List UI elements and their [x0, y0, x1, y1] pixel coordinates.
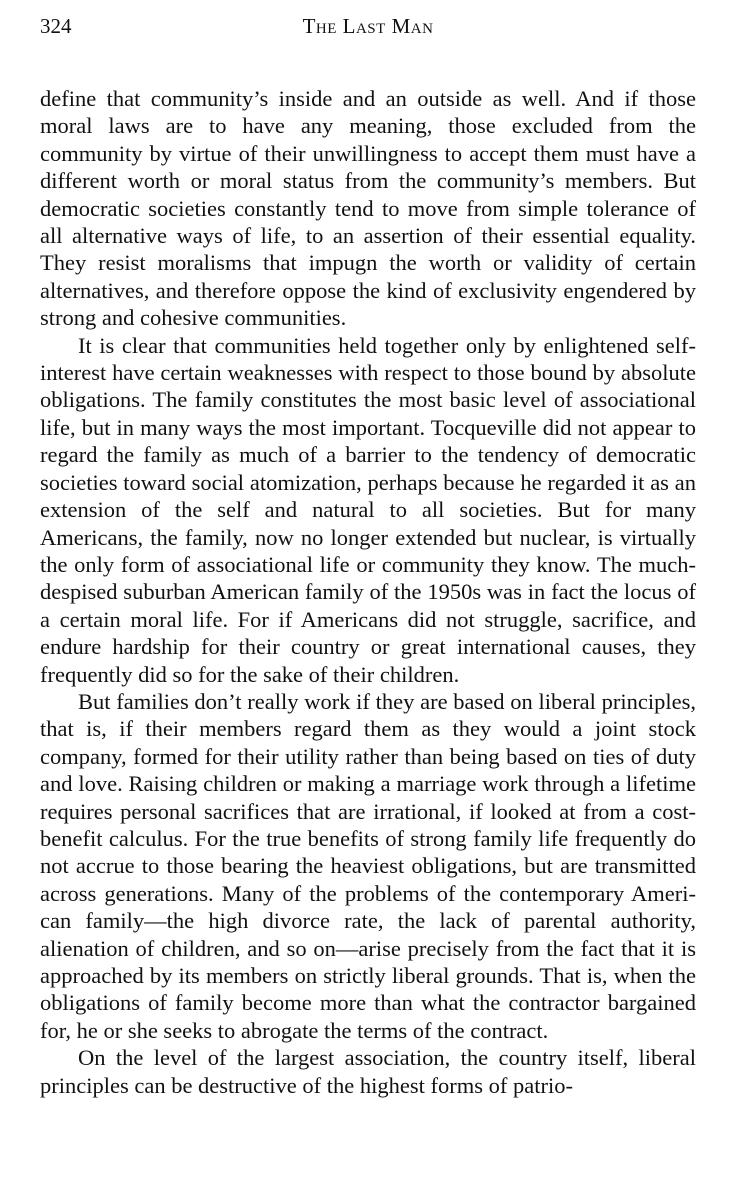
page-number: 324 [40, 14, 72, 38]
paragraph: On the level of the largest association, the country itself, liberal principles can be destructive of the highest forms of patrio- [40, 1045, 696, 1098]
running-head: The Last Man [302, 14, 434, 38]
page-header [40, 14, 696, 44]
paragraph: But families don’t really work if they are based on liberal principles, that is, if their members regard them as they would a joint stock company, formed for their utility rather than being based on ties of duty and love. Raising children or making a marriage work through a lifetime requires personal sacrifices that are irrational, if looked at from a cost-benefit calculus. For the true benefits of strong family life frequently do not accrue to those bearing the heaviest obligations, but are transmitted across generations. Many of the problems of the contemporary American family—the high divorce rate, the lack of parental authority, alienation of children, and so on—arise precisely from the fact that it is approached by its members on strictly liberal grounds. That is, when the obligations of family become more than what the contractor bargained for, he or she seeks to abrogate the terms of the contract. [40, 688, 696, 1043]
paragraph: It is clear that communities held together only by enlightened self-interest have certain weaknesses with respect to those bound by absolute obligations. The family constitutes the most basic level of associational life, but in many ways the most important. Tocqueville did not appear to regard the family as much of a barrier to the tendency of democratic societies toward social atomization, perhaps because he regarded it as an extension of the self and natural to all societies. But for many Americans, the family, now no longer extended but nuclear, is virtually the only form of associational life or community they know. The much-despised suburban American family of the 1950s was in fact the locus of a certain moral life. For if Americans did not struggle, sacrifice, and endure hardship for their country or great international causes, they frequently did so for the sake of their children. [40, 332, 696, 687]
paragraph: define that community’s inside and an outside as well. And if those moral laws are to have any meaning, those excluded from the community by virtue of their unwillingness to accept them must have a different worth or moral status from the community’s members. But democratic societies constantly tend to move from simple tolerance of all alternative ways of life, to an assertion of their essential equality. They resist moralisms that impugn the worth or validity of certain alternatives, and therefore oppose the kind of exclusivity engendered by strong and cohesive communities. [40, 86, 696, 331]
body-text [40, 85, 696, 1099]
